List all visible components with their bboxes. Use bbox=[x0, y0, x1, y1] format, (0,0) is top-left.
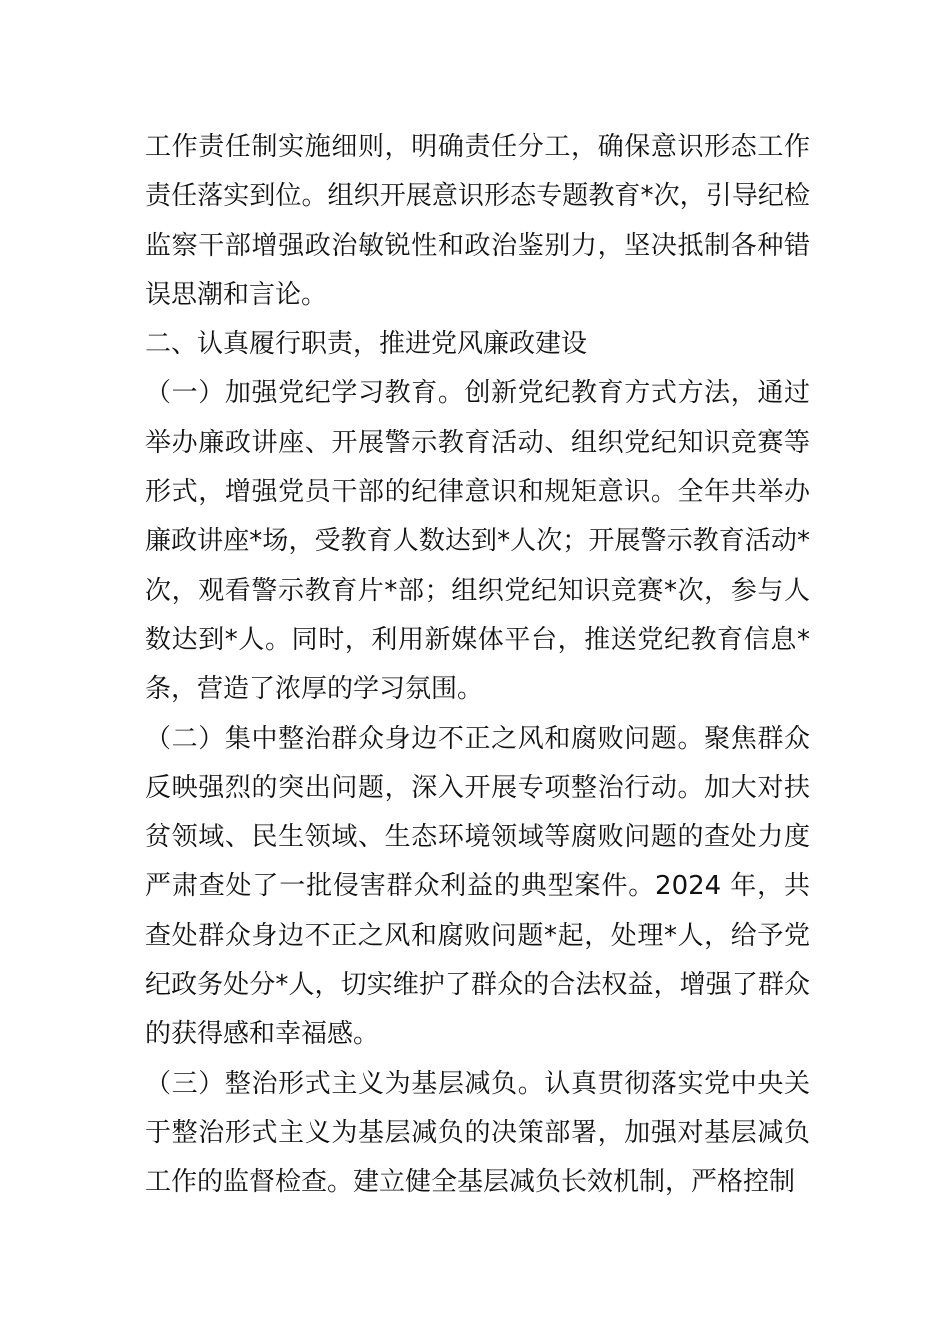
document-body bbox=[145, 123, 810, 1208]
paragraph-subsection-1: （一）加强党纪学习教育。创新党纪教育方式方法，通过举办廉政讲座、开展警示教育活动、组织党纪知识竞赛等形式，增强党员干部的纪律意识和规矩意识。全年共举办廉政讲座*场，受教育人数达到*人次；开展警示教育活动*次，观看警示教育片*部；组织党纪知识竞赛*次，参与人数达到*人。同时，利用新媒体平台，推送党纪教育信息*条，营造了浓厚的学习氛围。 bbox=[145, 378, 810, 705]
paragraph-subsection-2: （二）集中整治群众身边不正之风和腐败问题。聚焦群众反映强烈的突出问题，深入开展专项整治行动。加大对扶贫领域、民生领域、生态环境领域等腐败问题的查处力度严肃查处了一批侵害群众利益的典型案件。2024 年，共查处群众身边不正之风和腐败问题*起，处理*人，给予党纪政务处分*人，切实维护了群众的合法权益，增强了群众的获得感和幸福感。 bbox=[145, 723, 810, 1050]
paragraph-intro-continuation: 工作责任制实施细则，明确责任分工，确保意识形态工作责任落实到位。组织开展意识形态专题教育*次，引导纪检监察干部增强政治敏锐性和政治鉴别力，坚决抵制各种错误思潮和言论。 bbox=[145, 132, 810, 310]
section-heading-2: 二、认真履行职责，推进党风廉政建设 bbox=[145, 329, 588, 360]
paragraph-subsection-3: （三）整治形式主义为基层减负。认真贯彻落实党中央关于整治形式主义为基层减负的决策部署，加强对基层减负工作的监督检查。建立健全基层减负长效机制，严格控制 bbox=[145, 1068, 810, 1198]
